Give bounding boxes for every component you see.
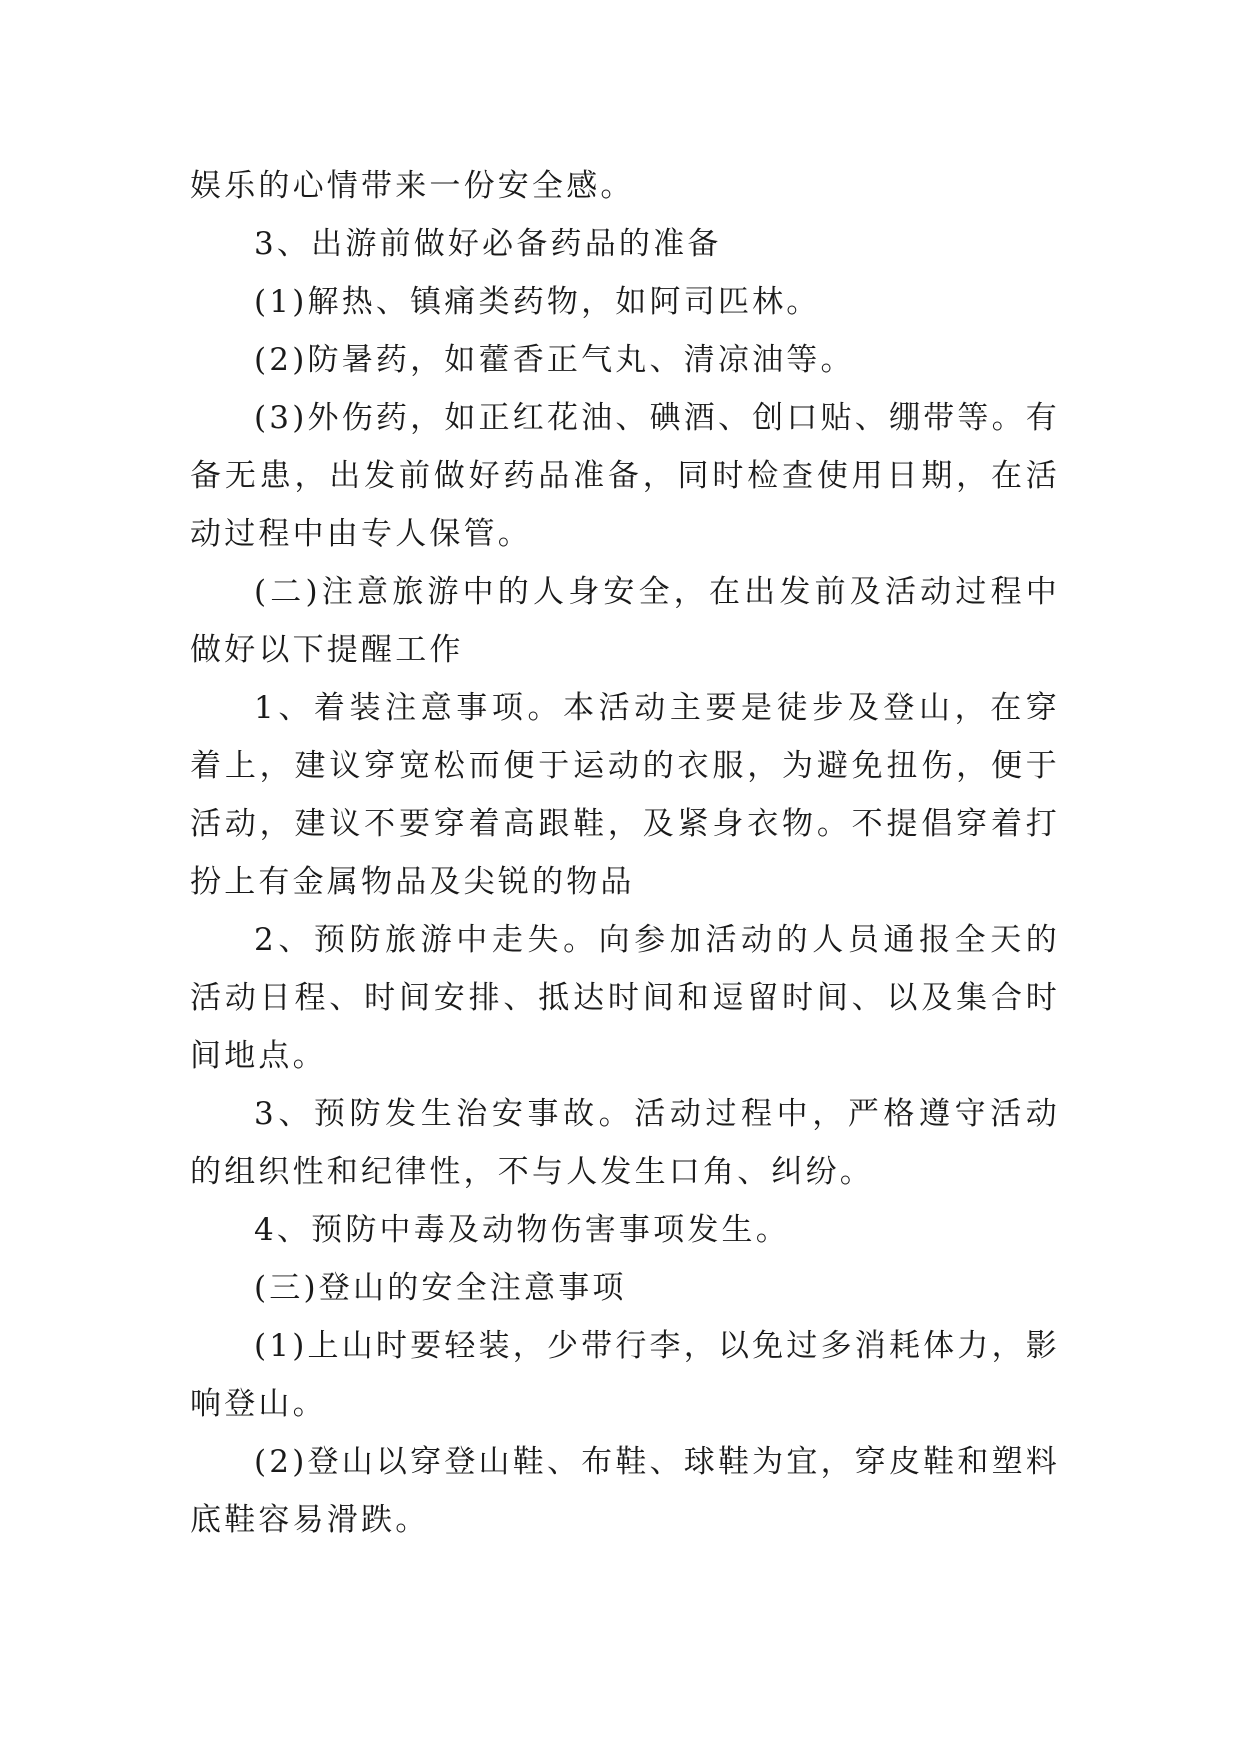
paragraph-6: (二)注意旅游中的人身安全，在出发前及活动过程中做好以下提醒工作 <box>190 574 1060 668</box>
paragraph-7: 1、着装注意事项。本活动主要是徒步及登山，在穿着上，建议穿宽松而便于运动的衣服，为避免扭伤，便于活动，建议不要穿着高跟鞋，及紧身衣物。不提倡穿着打扮上有金属物品及尖锐的物品 <box>190 690 1060 900</box>
paragraph-4: (2)防暑药，如藿香正气丸、清凉油等。 <box>254 342 855 378</box>
document-body <box>190 157 1060 1549</box>
paragraph-5: (3)外伤药，如正红花油、碘酒、创口贴、绷带等。有备无患，出发前做好药品准备，同时检查使用日期，在活动过程中由专人保管。 <box>190 400 1060 552</box>
paragraph-1: 娱乐的心情带来一份安全感。 <box>190 168 635 204</box>
paragraph-10: 4、预防中毒及动物伤害事项发生。 <box>254 1212 790 1248</box>
paragraph-11: (三)登山的安全注意事项 <box>254 1270 627 1306</box>
paragraph-2: 3、出游前做好必备药品的准备 <box>254 226 722 262</box>
paragraph-12: (1)上山时要轻装，少带行李，以免过多消耗体力，影响登山。 <box>190 1328 1060 1422</box>
paragraph-8: 2、预防旅游中走失。向参加活动的人员通报全天的活动日程、时间安排、抵达时间和逗留时间、以及集合时间地点。 <box>190 922 1060 1074</box>
paragraph-9: 3、预防发生治安事故。活动过程中，严格遵守活动的组织性和纪律性，不与人发生口角、纠纷。 <box>190 1096 1060 1190</box>
paragraph-3: (1)解热、镇痛类药物，如阿司匹林。 <box>254 284 821 320</box>
paragraph-13: (2)登山以穿登山鞋、布鞋、球鞋为宜，穿皮鞋和塑料底鞋容易滑跌。 <box>190 1444 1060 1538</box>
